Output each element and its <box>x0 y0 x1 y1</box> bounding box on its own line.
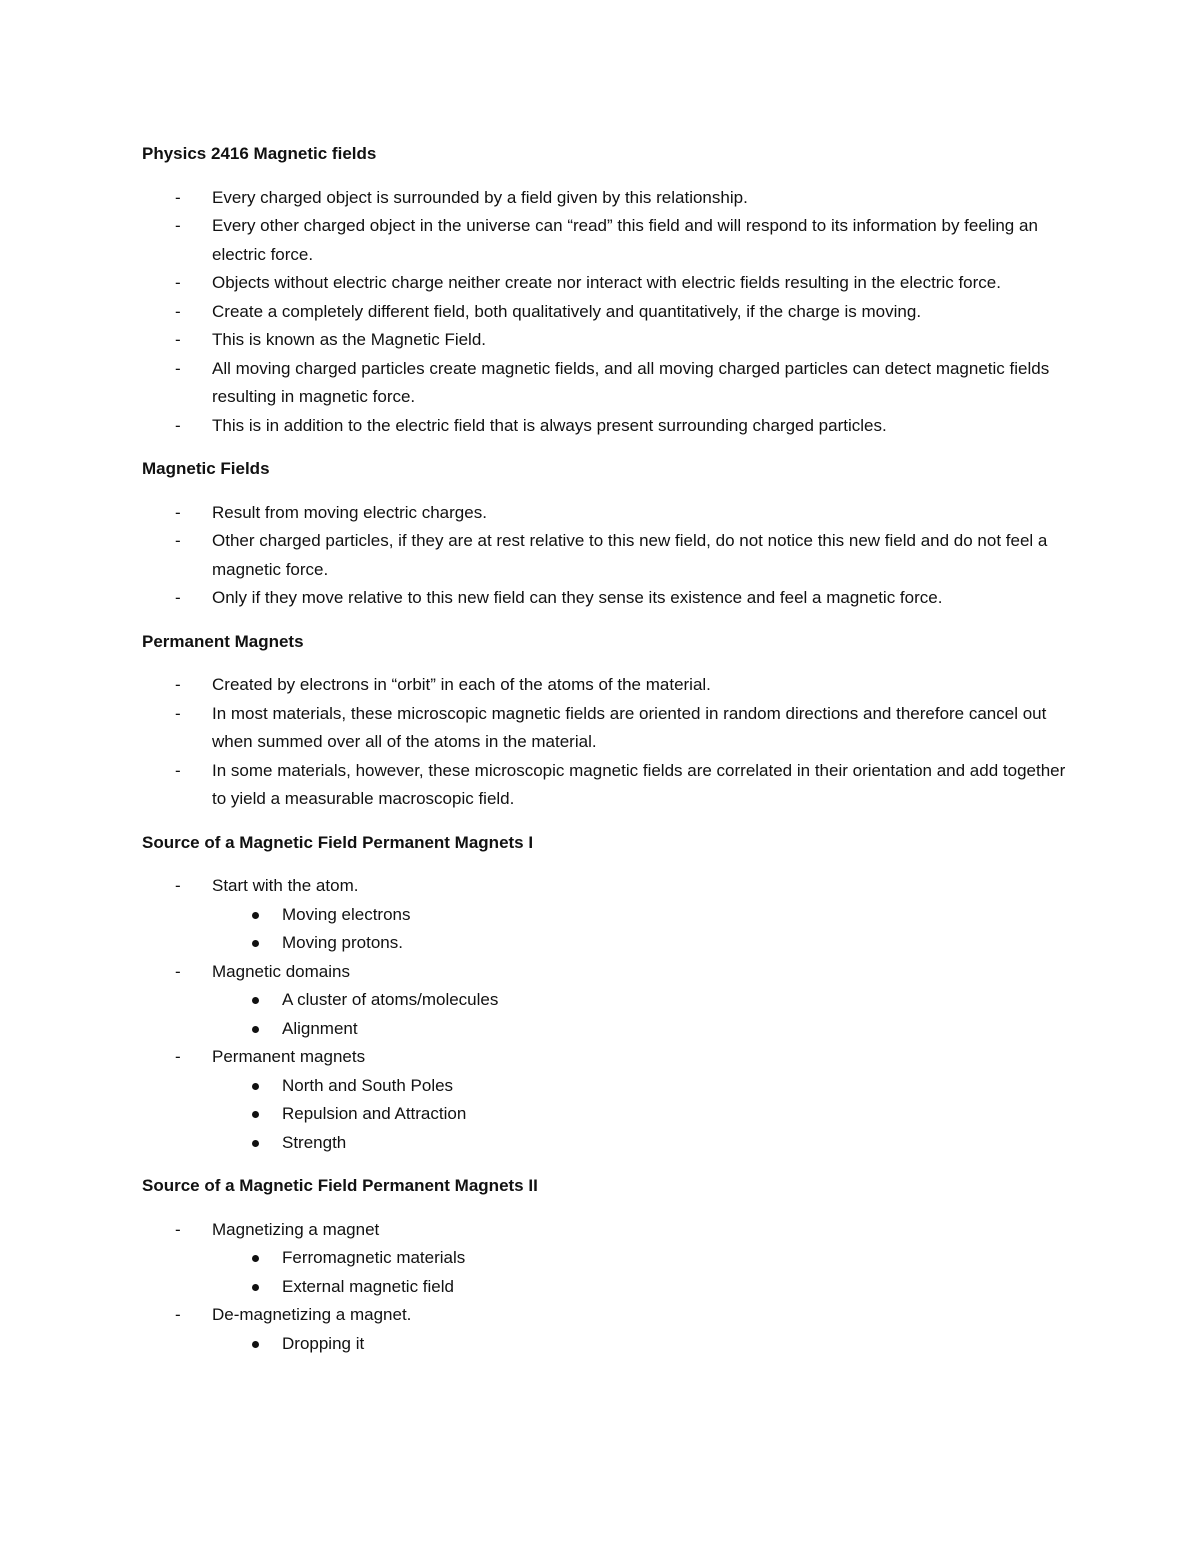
list-item-text: Created by electrons in “orbit” in each of the atoms of the material. <box>212 675 711 694</box>
list-item <box>142 1216 1072 1302</box>
bullet-item-text: Ferromagnetic materials <box>282 1248 466 1267</box>
list-item-text: Magnetizing a magnet <box>212 1219 380 1239</box>
list-item <box>142 958 1072 1044</box>
list-item <box>142 355 1072 412</box>
bullet-icon <box>252 997 259 1004</box>
list-item <box>142 700 1072 757</box>
list-item-text: All moving charged particles create magnetic fields, and all moving charged particles can detect magnetic fields resulting in magnetic force. <box>212 358 1050 406</box>
dash-list <box>142 499 1072 613</box>
bullet-icon <box>252 1111 259 1118</box>
section-heading: Permanent Magnets <box>142 631 304 651</box>
bullet-item <box>142 986 1072 1015</box>
bullet-icon <box>252 1341 259 1348</box>
list-item-text: Objects without electric charge neither create nor interact with electric fields resulting in the electric force. <box>212 273 1001 292</box>
bullet-item <box>142 929 1072 958</box>
section <box>142 1172 1072 1358</box>
bullet-icon <box>252 1284 259 1291</box>
list-item-text: In some materials, however, these microscopic magnetic fields are correlated in their orientation and add together to yield a measurable macroscopic field. <box>212 760 1066 808</box>
bullet-icon <box>252 1140 259 1147</box>
dash-marker: - <box>175 531 181 550</box>
section-heading: Magnetic Fields <box>142 459 270 478</box>
dash-list <box>142 1216 1072 1359</box>
dash-marker: - <box>175 216 181 235</box>
bullet-icon <box>252 940 259 947</box>
document-body <box>142 140 1072 1373</box>
list-item <box>142 212 1072 269</box>
dash-marker: - <box>175 187 181 207</box>
list-item <box>142 326 1072 355</box>
list-item <box>142 184 1072 213</box>
bullet-icon <box>252 1026 259 1033</box>
list-item-text: De-magnetizing a magnet. <box>212 1305 412 1324</box>
list-item <box>142 298 1072 327</box>
bullet-item <box>142 1244 1072 1273</box>
bullet-list <box>212 986 1072 1043</box>
dash-marker: - <box>175 675 181 694</box>
list-item-text: Start with the atom. <box>212 876 359 895</box>
bullet-item <box>142 1129 1072 1158</box>
dash-list <box>142 184 1072 441</box>
list-item-text: In most materials, these microscopic magnetic fields are oriented in random directions and therefore cancel out when summed over all of the atoms in the material. <box>212 703 1047 751</box>
dash-list <box>142 671 1072 814</box>
section-heading: Physics 2416 Magnetic fields <box>142 144 377 163</box>
list-item <box>142 872 1072 958</box>
bullet-icon <box>252 1255 259 1262</box>
list-item-text: This is in addition to the electric field that is always present surrounding charged particles. <box>212 415 887 435</box>
dash-marker: - <box>175 273 181 292</box>
list-item-text: Every charged object is surrounded by a field given by this relationship. <box>212 187 748 207</box>
bullet-item <box>142 1072 1072 1101</box>
bullet-item-text: Moving protons. <box>282 933 403 952</box>
list-item-text: Result from moving electric charges. <box>212 502 487 522</box>
bullet-item <box>142 1015 1072 1044</box>
list-item <box>142 527 1072 584</box>
bullet-item <box>142 1330 1072 1359</box>
dash-marker: - <box>175 358 181 378</box>
section <box>142 140 1072 440</box>
list-item <box>142 671 1072 700</box>
list-item-text: Permanent magnets <box>212 1047 366 1066</box>
dash-marker: - <box>175 301 181 321</box>
section-heading: Source of a Magnetic Field Permanent Magnets I <box>142 832 534 852</box>
dash-marker: - <box>175 502 181 522</box>
bullet-item <box>142 1273 1072 1302</box>
section <box>142 628 1072 814</box>
dash-marker: - <box>175 415 181 435</box>
bullet-icon <box>252 912 259 919</box>
dash-list <box>142 872 1072 1157</box>
bullet-list <box>212 1072 1072 1158</box>
list-item <box>142 269 1072 298</box>
bullet-list <box>212 1244 1072 1301</box>
list-item <box>142 412 1072 441</box>
section <box>142 829 1072 1158</box>
list-item <box>142 584 1072 613</box>
dash-marker: - <box>175 1219 181 1239</box>
list-item <box>142 1043 1072 1157</box>
bullet-item-text: North and South Poles <box>282 1075 454 1095</box>
dash-marker: - <box>175 1305 181 1324</box>
list-item-text: Create a completely different field, both qualitatively and quantitatively, if the charge is moving. <box>212 301 922 321</box>
bullet-list <box>212 901 1072 958</box>
list-item <box>142 757 1072 814</box>
dash-marker: - <box>175 760 181 780</box>
dash-marker: - <box>175 588 181 607</box>
bullet-item-text: Alignment <box>282 1018 358 1038</box>
list-item <box>142 1301 1072 1358</box>
dash-marker: - <box>175 876 181 895</box>
dash-marker: - <box>175 961 181 981</box>
dash-marker: - <box>175 330 181 349</box>
bullet-item-text: A cluster of atoms/molecules <box>282 990 499 1009</box>
bullet-item-text: Dropping it <box>282 1333 365 1353</box>
list-item <box>142 499 1072 528</box>
section <box>142 455 1072 613</box>
list-item-text: This is known as the Magnetic Field. <box>212 330 487 349</box>
bullet-item <box>142 901 1072 930</box>
bullet-item-text: Repulsion and Attraction <box>282 1104 467 1123</box>
bullet-icon <box>252 1083 259 1090</box>
bullet-list <box>212 1330 1072 1359</box>
list-item-text: Magnetic domains <box>212 961 350 981</box>
bullet-item <box>142 1100 1072 1129</box>
dash-marker: - <box>175 703 181 723</box>
bullet-item-text: External magnetic field <box>282 1276 454 1296</box>
list-item-text: Other charged particles, if they are at rest relative to this new field, do not notice this new field and do not feel a magnetic force. <box>212 531 1048 579</box>
bullet-item-text: Strength <box>282 1132 347 1152</box>
bullet-item-text: Moving electrons <box>282 904 411 924</box>
dash-marker: - <box>175 1047 181 1066</box>
list-item-text: Every other charged object in the universe can “read” this field and will respond to its information by feeling an electric force. <box>212 216 1038 264</box>
section-heading: Source of a Magnetic Field Permanent Magnets II <box>142 1176 538 1195</box>
list-item-text: Only if they move relative to this new field can they sense its existence and feel a magnetic force. <box>212 588 943 607</box>
